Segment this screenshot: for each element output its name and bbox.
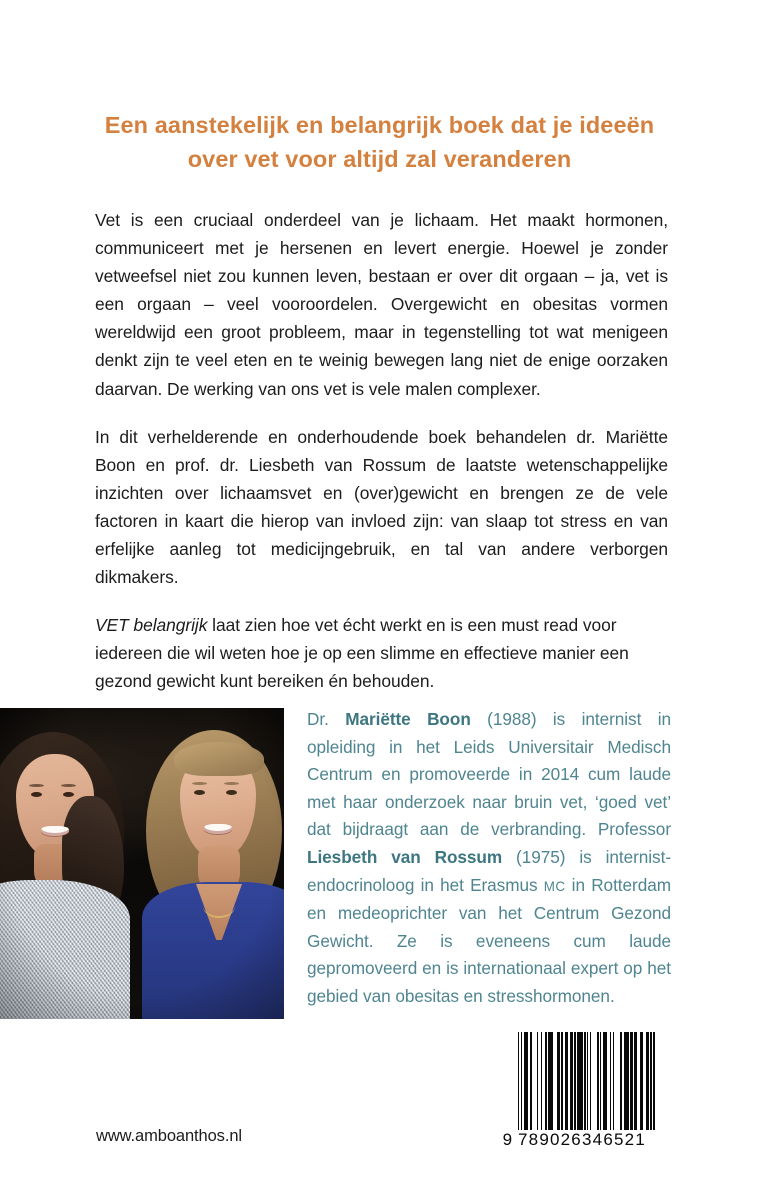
isbn-barcode xyxy=(490,1026,670,1159)
author-photo xyxy=(0,708,284,1019)
author-left-smile xyxy=(41,826,69,836)
author-right-eyebrow-right xyxy=(224,782,239,785)
author-bio xyxy=(307,706,671,1011)
barcode-bars xyxy=(518,1032,655,1130)
author-name-boon: Mariëtte Boon xyxy=(345,709,471,729)
bio-segment-1: Dr. xyxy=(307,709,346,729)
blurb-paragraph-3-rest: laat zien hoe vet écht werkt en is een must read voor iedereen die wil weten hoe je op een slimme en effectieve manier een gezond gewicht kunt bereiken én behouden. xyxy=(95,615,629,692)
book-title-italic: VET belangrijk xyxy=(95,615,208,636)
author-name-van-rossum: Liesbeth van Rossum xyxy=(307,846,503,867)
author-right-eyebrow-left xyxy=(192,782,207,785)
headline-line-1: Een aanstekelijk en belangrijk boek dat je ideeën xyxy=(104,112,655,138)
page-title xyxy=(88,108,671,176)
barcode-digits-left: 789026 xyxy=(518,1130,582,1149)
bio-segment-3: (1975) is internist-endocrinoloog in het Erasmus xyxy=(307,846,671,895)
author-left-eye-left xyxy=(31,792,42,797)
barcode-digit-first: 9 xyxy=(502,1130,514,1149)
bio-segment-4: in Rotterdam en medeoprichter van het Centrum Gezond Gewicht. Ze is eveneens cum laude gepromoveerd en is internationaal expert op het gebied van obesitas en stresshormonen. xyxy=(307,874,671,1006)
author-left-eye-right xyxy=(63,792,74,797)
author-right-eye-right xyxy=(226,790,237,795)
bio-segment-2: (1988) is internist in opleiding in het Leids Universitair Medisch Centrum en promoveerde in 2014 cum laude met haar onderzoek naar bruin vet, ‘goed vet’ dat bijdraagt aan de verbranding. Professor xyxy=(307,709,671,840)
barcode-digits xyxy=(498,1129,664,1151)
author-right-smile xyxy=(204,824,232,834)
publisher-url[interactable]: www.amboanthos.nl xyxy=(96,1127,242,1145)
barcode-digits-right: 346521 xyxy=(582,1130,646,1149)
bio-smallcaps-mc: MC xyxy=(543,878,566,894)
author-right-eye-left xyxy=(194,790,205,795)
headline-line-2: over vet voor altijd zal veranderen xyxy=(187,146,572,172)
blurb-paragraph-2: In dit verhelderende en onderhoudende boek behandelen dr. Mariëtte Boon en prof. dr. Liesbeth van Rossum de laatste wetenschappelijke inzichten over lichaamsvet en (over)gewicht en brengen ze de vele factoren in kaart die hierop van invloed zijn: van slaap tot stress en van erfelijke aanleg tot medicijngebruik, en tal van andere verborgen dikmakers. xyxy=(95,426,668,588)
author-right-hair-fringe xyxy=(174,742,264,776)
author-left-eyebrow-left xyxy=(29,784,44,787)
author-left-eyebrow-right xyxy=(61,784,76,787)
blurb-text xyxy=(95,206,668,696)
blurb-paragraph-3 xyxy=(95,611,668,695)
blurb-paragraph-1: Vet is een cruciaal onderdeel van je lichaam. Het maakt hormonen, communiceert met je hersenen en levert energie. Hoewel je zonder vetweefsel niet zou kunnen leven, bestaan er over dit orgaan – ja, vet is een orgaan – veel vooroordelen. Overgewicht en obesitas vormen wereldwijd een groot probleem, maar in tegenstelling tot wat menigeen denkt zijn te veel eten en te weinig bewegen lang niet de enige oorzaken daarvan. De werking van ons vet is vele malen complexer. xyxy=(95,210,668,399)
author-left-knit-top xyxy=(0,880,130,1019)
barcode-bar xyxy=(653,1032,654,1130)
author-right-necklace xyxy=(203,894,235,918)
